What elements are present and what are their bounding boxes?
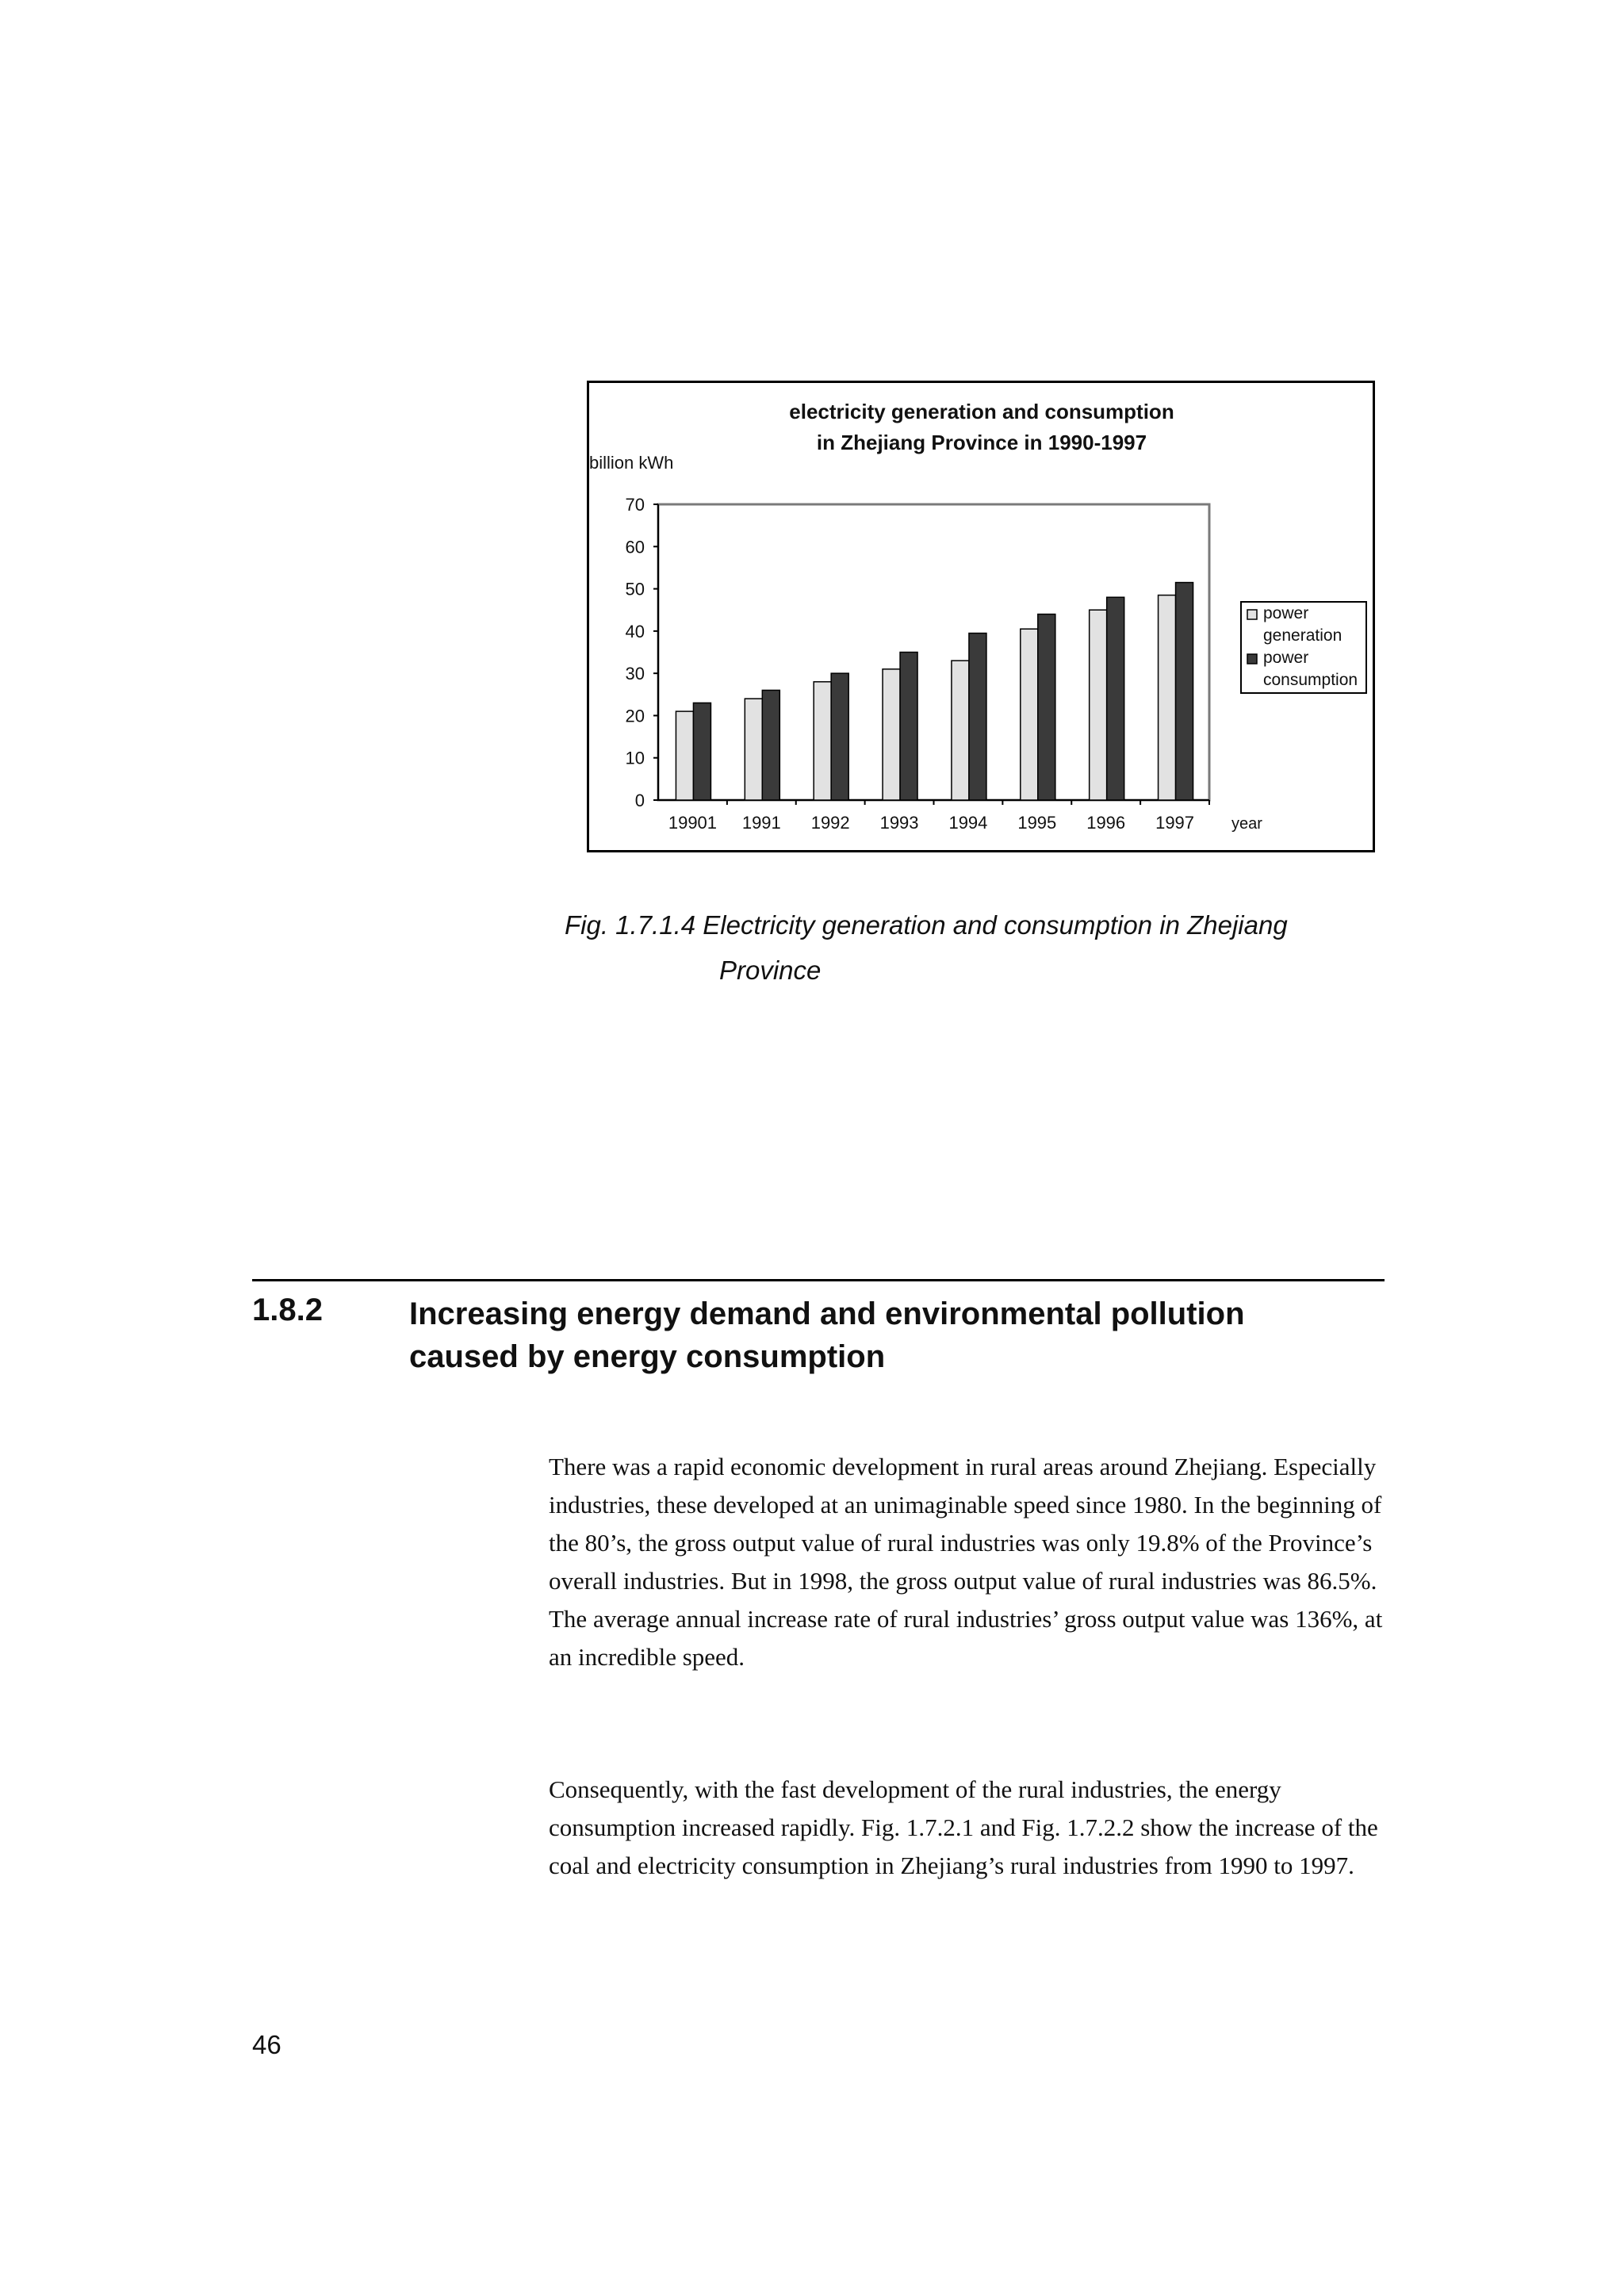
- figure-caption-line2: Province: [719, 956, 822, 985]
- bar-power-generation: [676, 711, 693, 800]
- chart-title-line1: electricity generation and consumption: [789, 400, 1174, 423]
- section-divider: [252, 1279, 1385, 1281]
- bar-power-consumption: [900, 653, 917, 801]
- bar-power-consumption: [1176, 583, 1193, 800]
- y-tick-label: 40: [625, 621, 645, 641]
- section-title-line2: caused by energy consumption: [409, 1339, 886, 1374]
- chart-title-line2: in Zhejiang Province in 1990-1997: [816, 431, 1147, 454]
- bar-power-generation: [1159, 596, 1176, 800]
- y-tick-label: 30: [625, 664, 645, 684]
- bar-power-generation: [745, 699, 762, 800]
- bar-power-consumption: [969, 634, 986, 800]
- legend-swatch-consumption: [1247, 654, 1257, 664]
- bar-power-consumption: [693, 703, 710, 800]
- plot-area: [658, 504, 1209, 800]
- body-paragraph-2: Consequently, with the fast development of the rural industries, the energy consumption increased rapidly. Fig. 1.7.2.1 and Fig. 1.7.2.2 show the increase of the coal and electricity consumption in Zhejiang’s rural industries from 1990 to 1997.: [549, 1775, 1378, 1879]
- bar-power-consumption: [1038, 615, 1055, 800]
- y-tick-label: 60: [625, 537, 645, 557]
- body-paragraph-1: There was a rapid economic development in rural areas around Zhejiang. Especially industries, these developed at an unimaginable speed since 1980. In the beginning of the 80’s, the gross output value of rural industries was only 19.8% of the Province’s overall industries. But in 1998, the gross output value of rural industries was 86.5%. The average annual increase rate of rural industries’ gross output value was 136%, at an incredible speed.: [549, 1453, 1383, 1671]
- page-number: 46: [252, 2030, 282, 2059]
- legend-label: consumption: [1263, 671, 1358, 689]
- bar-power-consumption: [831, 673, 848, 800]
- section-title: [409, 1293, 1361, 1378]
- y-tick-label: 50: [625, 579, 645, 599]
- bar-power-generation: [814, 682, 831, 800]
- bar-power-generation: [883, 669, 900, 800]
- x-tick-label: 1993: [879, 813, 919, 833]
- figure-caption-line1: Fig. 1.7.1.4 Electricity generation and consumption in Zhejiang: [565, 910, 1288, 940]
- x-tick-label: 1996: [1086, 813, 1126, 833]
- bar-power-consumption: [1107, 597, 1124, 800]
- x-tick-label: 1991: [741, 813, 781, 833]
- section-number: 1.8.2: [252, 1293, 323, 1327]
- y-tick-label: 20: [625, 706, 645, 726]
- bar-power-generation: [1021, 629, 1038, 800]
- bar-power-consumption: [762, 690, 779, 800]
- legend-label: generation: [1263, 626, 1342, 645]
- bar-power-generation: [1090, 610, 1107, 800]
- x-tick-label: 1994: [948, 813, 988, 833]
- x-tick-label: 1992: [810, 813, 850, 833]
- x-tick-label: 19901: [668, 813, 718, 833]
- x-tick-label: 1997: [1155, 813, 1195, 833]
- y-tick-label: 0: [634, 791, 645, 810]
- x-tick-label: 1995: [1017, 813, 1057, 833]
- legend-label: power: [1263, 649, 1309, 667]
- x-axis-label: year: [1231, 815, 1262, 833]
- legend-label: power: [1263, 604, 1309, 622]
- legend-swatch-generation: [1247, 610, 1257, 619]
- y-axis-label: billion kWh: [589, 453, 674, 473]
- chart-canvas: [589, 383, 1373, 850]
- bar-power-generation: [952, 661, 969, 800]
- chart-figure: [587, 381, 1375, 852]
- y-tick-label: 10: [625, 748, 645, 768]
- y-tick-label: 70: [625, 495, 645, 515]
- section-title-line1: Increasing energy demand and environmental pollution: [409, 1296, 1245, 1331]
